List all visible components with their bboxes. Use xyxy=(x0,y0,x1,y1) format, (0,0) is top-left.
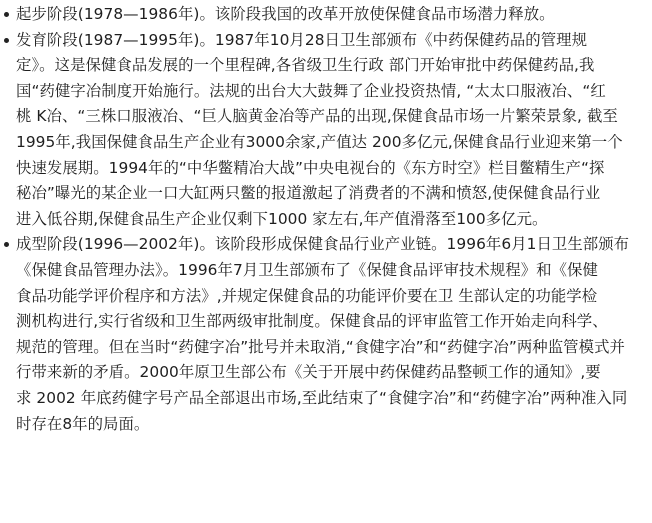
text-line: 发育阶段(1987—1995年)。1987年10月28日卫生部颁布《中药保健药品的管理规 xyxy=(16,30,588,49)
text-line: 国“药健字冶制度开始施行。法规的出台大大鼓舞了企业投资热情, “太太口服液冶、“红 xyxy=(16,81,606,100)
bullet-icon xyxy=(4,12,9,17)
text-line: 起步阶段(1978—1986年)。该阶段我国的改革开放使保健食品市场潜力释放。 xyxy=(16,5,555,23)
stage-item-development xyxy=(4,28,642,233)
text-line: 进入低谷期,保健食品生产企业仅剩下1000 家左右,年产值滑落至100多亿元。 xyxy=(16,209,548,228)
stage-item-startup xyxy=(4,2,642,28)
text-line: 秘冶”曝光的某企业一口大缸两只鳖的报道激起了消费者的不满和愤怒,使保健食品行业 xyxy=(16,184,601,203)
text-line: 1995年,我国保健食品生产企业有3000余家,产值达 200多亿元,保健食品行业迎来第一个 xyxy=(16,132,623,151)
bullet-icon xyxy=(4,242,9,247)
bullet-icon xyxy=(4,38,9,43)
text-line: 定》。这是保健食品发展的一个里程碑,各省级卫生行政 部门开始审批中药保健药品,我 xyxy=(16,56,595,75)
text-line: 食品功能学评价程序和方法》,并规定保健食品的功能评价要在卫 生部认定的功能学检 xyxy=(16,286,598,305)
text-line: 规范的管理。但在当时“药健字冶”批号并未取消,“食健字冶”和“药健字冶”两种监管模式并 xyxy=(16,337,625,356)
text-line: 求 2002 年底药健字号产品全部退出市场,至此结束了“食健字冶”和“药健字冶”两种准入同 xyxy=(16,388,628,407)
stage-item-formation xyxy=(4,232,642,437)
text-line: 测机构进行,实行省级和卫生部两级审批制度。保健食品的评审监管工作开始走向科学、 xyxy=(16,312,608,331)
text-line: 快速发展期。1994年的“中华鳖精冶大战”中央电视台的《东方时空》栏目鳖精生产“探 xyxy=(16,158,605,177)
text-line: 成型阶段(1996—2002年)。该阶段形成保健食品行业产业链。1996年6月1日卫生部颁布 xyxy=(16,235,630,254)
stage-list xyxy=(4,2,642,437)
text-line: 时存在8年的局面。 xyxy=(16,414,150,433)
text-line: 桃 K冶、“三株口服液冶、“巨人脑黄金冶等产品的出现,保健食品市场一片繁荣景象, 截至 xyxy=(16,107,618,126)
text-line: 行带来新的矛盾。2000年原卫生部公布《关于开展中药保健药品整顿工作的通知》,要 xyxy=(16,363,601,382)
text-line: 《保健食品管理办法》。1996年7月卫生部颁布了《保健食品评审技术规程》和《保健 xyxy=(16,260,598,279)
